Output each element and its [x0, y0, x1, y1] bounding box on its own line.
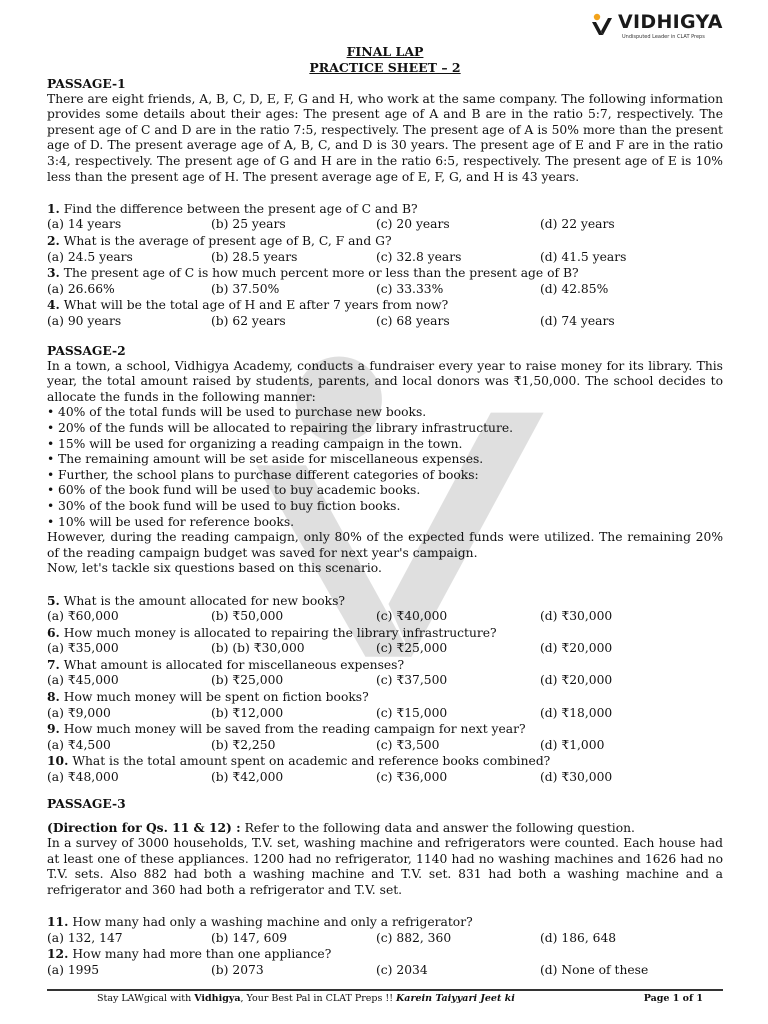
options-row [47, 217, 723, 233]
question-number: 8. [47, 689, 60, 705]
options-row [47, 931, 723, 947]
question-text: What will be the total age of H and E after 7 years from now? [59, 298, 449, 313]
question-number: 5. [47, 592, 60, 608]
option-c: (c) 32.8 years [376, 249, 462, 264]
option-a: (a) ₹60,000 [47, 609, 119, 624]
options-row [47, 770, 723, 786]
list-item: • 40% of the total funds will be used to purchase new books. [47, 405, 723, 421]
question-text: Find the difference between the present age of C and B? [59, 201, 418, 216]
option-c: (c) ₹40,000 [376, 609, 448, 624]
list-item: • 60% of the book fund will be used to buy academic books. [47, 483, 723, 499]
list-item: • 15% will be used for organizing a reading campaign in the town. [47, 437, 723, 453]
option-a: (a) ₹45,000 [47, 673, 119, 688]
option-a: (a) 24.5 years [47, 249, 133, 264]
question-number: 7. [47, 656, 60, 672]
option-c: (c) ₹25,000 [376, 641, 448, 656]
option-c: (c) 2034 [376, 962, 428, 977]
option-b: (b) 62 years [211, 313, 286, 328]
option-c: (c) 20 years [376, 217, 450, 232]
option-b: (b) 147, 609 [211, 930, 288, 945]
option-c: (c) 68 years [376, 313, 450, 328]
question-text: What is the average of present age of B, C, F and G? [59, 233, 392, 248]
passage-3-text: In a survey of 3000 households, T.V. set, washing machine and refrigerators were counted. Each house had at least one of these appliances. 1200 had no refrigerator, 1140 had no washing machines and 1626 had no T.V. sets. Also 882 had both a washing machine and T.V. set. 831 had both a washing machine and a refrigerator and 360 had both a refrigerator and T.V. set. [47, 836, 723, 897]
vidhigya-logo [590, 10, 730, 46]
option-b: (b) ₹2,250 [211, 737, 276, 752]
question [47, 946, 723, 963]
list-item: • Further, the school plans to purchase different categories of books: [47, 468, 723, 484]
option-a: (a) 1995 [47, 962, 100, 977]
list-item: • 20% of the funds will be allocated to repairing the library infrastructure. [47, 421, 723, 437]
question-number: 1. [47, 200, 60, 216]
sheet-title: FINAL LAP [346, 44, 424, 59]
options-row [47, 963, 723, 979]
passage-3 [47, 796, 723, 979]
sheet-subtitle: PRACTICE SHEET – 2 [309, 59, 461, 75]
question-number: 6. [47, 624, 60, 640]
footer-divider [47, 989, 723, 991]
question [47, 265, 723, 282]
option-b: (b) ₹12,000 [211, 705, 284, 720]
option-a: (a) 14 years [47, 217, 122, 232]
passage-1-text: There are eight friends, A, B, C, D, E, F, G and H, who work at the same company. The following information provides some details about their ages: The present age of A and B are in the ratio 5:7, respectively. The present age of C and D are in the ratio 7:5, respectively. The present age of A is 50% more than the present age of D. The present average age of A, B, C, and D is 30 years. The present age of E and F are in the ratio 3:4, respectively. The present age of G and H are in the ratio 6:5, respectively. The present age of E is 10% less than the present age of H. The present average age of E, F, G, and H is 43 years. [47, 91, 723, 184]
question [47, 914, 723, 931]
question [47, 625, 723, 642]
question [47, 297, 723, 314]
option-b: (b) 28.5 years [211, 249, 298, 264]
question-number: 9. [47, 721, 60, 737]
options-row [47, 609, 723, 625]
option-d: (d) ₹20,000 [540, 673, 613, 688]
option-b: (b) ₹42,000 [211, 770, 284, 785]
option-b: (b) (b) ₹30,000 [211, 641, 305, 656]
question-text: How much money will be saved from the reading campaign for next year? [59, 722, 526, 737]
passage-3-heading: PASSAGE-3 [47, 796, 126, 811]
option-a: (a) ₹4,500 [47, 737, 111, 752]
question-text: How much money will be spent on fiction books? [59, 690, 369, 705]
question-text: What is the amount allocated for new books? [59, 593, 346, 608]
question-number: 4. [47, 297, 60, 313]
passage-2-heading: PASSAGE-2 [47, 343, 126, 358]
option-a: (a) ₹9,000 [47, 705, 111, 720]
option-a: (a) ₹35,000 [47, 641, 119, 656]
direction-label: (Direction for Qs. 11 & 12) : [47, 819, 241, 835]
option-d: (d) ₹20,000 [540, 641, 613, 656]
sheet-header [47, 44, 723, 75]
option-c: (c) 33.33% [376, 281, 444, 296]
footer-tagline [97, 993, 515, 1004]
option-a: (a) ₹48,000 [47, 770, 119, 785]
option-b: (b) ₹50,000 [211, 609, 284, 624]
option-a: (a) 132, 147 [47, 930, 123, 945]
brand-tagline: Undisputed Leader in CLAT Preps [622, 34, 705, 40]
options-row [47, 314, 723, 330]
footer-middle: , Your Best Pal in CLAT Preps !! [240, 993, 397, 1004]
page-footer [47, 993, 723, 1009]
option-d: (d) ₹18,000 [540, 705, 613, 720]
option-d: (d) None of these [540, 962, 649, 977]
list-item: • The remaining amount will be set aside for miscellaneous expenses. [47, 452, 723, 468]
question-text: What is the total amount spent on academic and reference books combined? [68, 754, 551, 769]
question-number: 12. [47, 946, 69, 962]
option-c: (c) ₹15,000 [376, 705, 448, 720]
options-row [47, 282, 723, 298]
option-d: (d) 74 years [540, 313, 615, 328]
brand-name: VIDHIGYA [618, 11, 723, 33]
question-text: What amount is allocated for miscellaneous expenses? [59, 657, 405, 672]
logo-mark-icon [590, 12, 616, 38]
option-d: (d) ₹1,000 [540, 737, 605, 752]
option-b: (b) 25 years [211, 217, 286, 232]
allocation-list [47, 405, 723, 530]
question-text: How many had more than one appliance? [68, 947, 332, 962]
passage-1-heading: PASSAGE-1 [47, 76, 126, 91]
option-a: (a) 90 years [47, 313, 122, 328]
passage-3-direction [47, 820, 723, 837]
option-b: (b) 37.50% [211, 281, 280, 296]
question [47, 593, 723, 610]
option-c: (c) ₹36,000 [376, 770, 448, 785]
footer-brand: Vidhigya [194, 993, 241, 1004]
list-item: • 10% will be used for reference books. [47, 515, 723, 531]
question-number: 2. [47, 232, 60, 248]
options-row [47, 673, 723, 689]
question [47, 721, 723, 738]
question [47, 233, 723, 250]
option-d: (d) 186, 648 [540, 930, 617, 945]
options-row [47, 706, 723, 722]
question-text: How much money is allocated to repairing the library infrastructure? [59, 625, 497, 640]
footer-slogan: Karein Taiyyari Jeet ki [396, 993, 515, 1004]
option-d: (d) 42.85% [540, 281, 609, 296]
question-number: 10. [47, 753, 69, 769]
passage-2-outro: However, during the reading campaign, only 80% of the expected funds were utilized. The remaining 20% of the reading campaign budget was saved for next year's campaign. [47, 530, 723, 560]
options-row [47, 738, 723, 754]
page-number: Page 1 of 1 [643, 993, 703, 1004]
option-c: (c) 882, 360 [376, 930, 452, 945]
option-b: (b) ₹25,000 [211, 673, 284, 688]
question [47, 689, 723, 706]
question-number: 11. [47, 914, 69, 930]
passage-2-note: Now, let's tackle six questions based on this scenario. [47, 561, 382, 576]
option-d: (d) 22 years [540, 217, 615, 232]
footer-prefix: Stay LAWgical with [97, 993, 195, 1004]
option-c: (c) ₹37,500 [376, 673, 448, 688]
passage-2-intro: In a town, a school, Vidhigya Academy, conducts a fundraiser every year to raise money for its library. This year, the total amount raised by students, parents, and local donors was ₹1,50,000. The school decides to allocate the funds in the following manner: [47, 358, 723, 404]
question-text: The present age of C is how much percent more or less than the present age of B? [59, 266, 579, 281]
passage-2 [47, 343, 723, 786]
option-d: (d) 41.5 years [540, 249, 627, 264]
option-b: (b) 2073 [211, 962, 264, 977]
question-number: 3. [47, 265, 60, 281]
option-c: (c) ₹3,500 [376, 737, 440, 752]
option-d: (d) ₹30,000 [540, 609, 613, 624]
passage-1 [47, 76, 723, 330]
options-row [47, 641, 723, 657]
list-item: • 30% of the book fund will be used to buy fiction books. [47, 499, 723, 515]
option-a: (a) 26.66% [47, 281, 115, 296]
question [47, 657, 723, 674]
direction-text: Refer to the following data and answer the following question. [240, 820, 635, 835]
question [47, 753, 723, 770]
options-row [47, 250, 723, 266]
question-text: How many had only a washing machine and only a refrigerator? [68, 915, 473, 930]
option-d: (d) ₹30,000 [540, 770, 613, 785]
question [47, 201, 723, 218]
